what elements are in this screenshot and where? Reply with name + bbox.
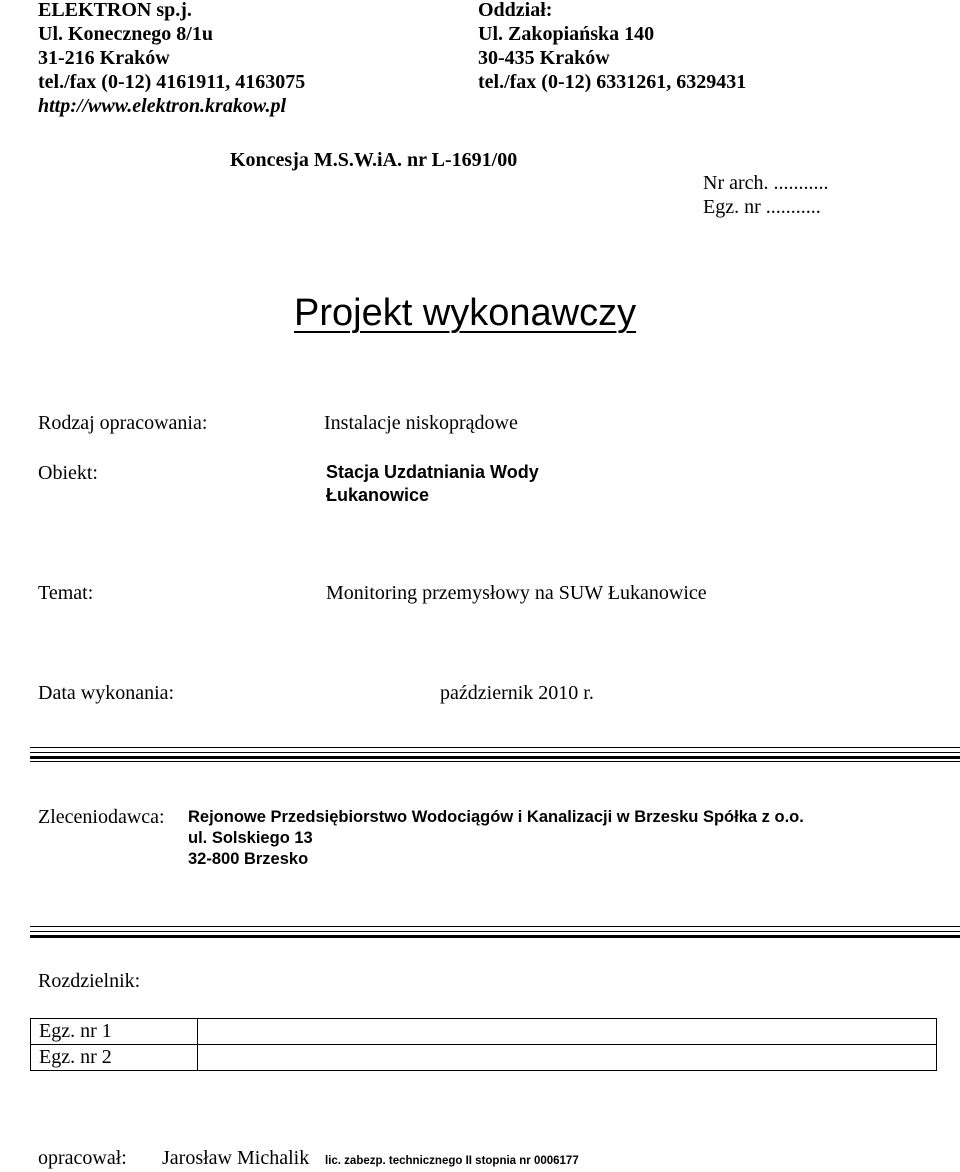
type-value: Instalacje niskoprądowe bbox=[324, 412, 518, 434]
distribution-label: Rozdzielnik: bbox=[38, 970, 141, 992]
date-label: Data wykonania: bbox=[38, 682, 175, 704]
divider-rule bbox=[30, 752, 960, 753]
copy-label: Egz. nr 2 bbox=[31, 1045, 198, 1071]
archive-number: Nr arch. ........... bbox=[703, 172, 829, 194]
divider-rule bbox=[30, 935, 960, 938]
document-title: Projekt wykonawczy bbox=[294, 292, 637, 334]
branch-street: Ul. Zakopiańska 140 bbox=[478, 23, 655, 45]
branch-phone: tel./fax (0-12) 6331261, 6329431 bbox=[478, 71, 747, 93]
branch-label: Oddział: bbox=[478, 0, 553, 21]
company-website[interactable]: http://www.elektron.krakow.pl bbox=[38, 95, 286, 117]
company-city: 31-216 Kraków bbox=[38, 47, 170, 69]
copy-recipient bbox=[198, 1045, 937, 1071]
object-label: Obiekt: bbox=[38, 462, 98, 484]
copy-number: Egz. nr ........... bbox=[703, 196, 821, 218]
divider-rule bbox=[30, 931, 960, 932]
branch-city: 30-435 Kraków bbox=[478, 47, 610, 69]
client-label: Zleceniodawca: bbox=[38, 806, 165, 828]
prepared-by-label: opracował: bbox=[38, 1147, 127, 1169]
author-qualification: lic. zabezp. technicznego II stopnia nr 0006177 bbox=[325, 1155, 579, 1167]
divider-rule bbox=[30, 747, 960, 748]
object-value-line1: Stacja Uzdatniania Wody bbox=[326, 462, 539, 482]
topic-value: Monitoring przemysłowy na SUW Łukanowice bbox=[326, 582, 707, 604]
client-street: ul. Solskiego 13 bbox=[188, 829, 313, 847]
topic-label: Temat: bbox=[38, 582, 94, 604]
table-row bbox=[31, 1045, 937, 1071]
divider-rule bbox=[30, 761, 960, 762]
copy-recipient bbox=[198, 1019, 937, 1045]
client-name: Rejonowe Przedsiębiorstwo Wodociągów i Kanalizacji w Brzesku Spółka z o.o. bbox=[188, 808, 804, 826]
company-phone: tel./fax (0-12) 4161911, 4163075 bbox=[38, 71, 306, 93]
type-label: Rodzaj opracowania: bbox=[38, 412, 208, 434]
date-value: październik 2010 r. bbox=[440, 682, 594, 704]
client-city: 32-800 Brzesko bbox=[188, 850, 309, 868]
license-number: Koncesja M.S.W.iA. nr L-1691/00 bbox=[230, 149, 518, 171]
author-name: Jarosław Michalik bbox=[162, 1147, 310, 1169]
table-row bbox=[31, 1019, 937, 1045]
object-value-line2: Łukanowice bbox=[326, 485, 430, 505]
divider-rule bbox=[30, 926, 960, 927]
company-name: ELEKTRON sp.j. bbox=[38, 0, 192, 21]
divider-rule bbox=[30, 756, 960, 759]
company-street: Ul. Konecznego 8/1u bbox=[38, 23, 213, 45]
copy-label: Egz. nr 1 bbox=[31, 1019, 198, 1045]
distribution-table bbox=[30, 1018, 937, 1071]
